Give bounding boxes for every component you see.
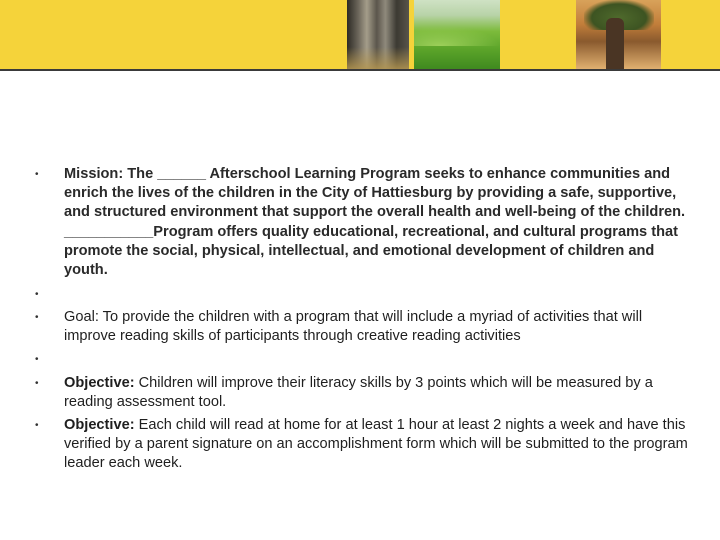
objective-label-1: Objective:: [64, 375, 135, 391]
bullet-icon: •: [35, 378, 39, 389]
objective-body-2: Each child will read at home for at least 1 hour at least 2 nights a week and have this verified by a parent signature on an accomplishment form which will be submitted to the program leader each week.: [64, 417, 688, 472]
objective-text-1: [64, 374, 689, 412]
objective-label-2: Objective:: [64, 417, 135, 433]
header-divider: [0, 69, 720, 71]
header-photo-tree: [576, 0, 661, 69]
goal-text: [64, 308, 689, 346]
bullet-icon: •: [35, 420, 39, 431]
header-photo-doorway: [347, 0, 409, 69]
tree-trunk: [606, 18, 624, 69]
objective-text-2: [64, 416, 689, 474]
goal-label: Goal: [64, 309, 95, 325]
mission-text: Mission: The ______ Afterschool Learning Program seeks to enhance communities and enrich the lives of the children in the City of Hattiesburg by providing a safe, supportive, and structured environment that support the overall health and well-being of the children. ___________Program offers quality educational, recreational, and cultural programs that promote the social, physical, intellectual, and emotional development of children and youth.: [64, 166, 686, 279]
goal-body: : To provide the children with a program that will include a myriad of activities that will improve reading skills of participants through creative reading activities: [64, 309, 643, 345]
bullet-icon: •: [35, 289, 39, 300]
bullet-icon: •: [35, 354, 39, 365]
bullet-icon: •: [35, 312, 39, 323]
header-photo-hills: [414, 0, 500, 69]
bullet-icon: •: [35, 169, 39, 180]
objective-body-1: Children will improve their literacy skills by 3 points which will be measured by a reading assessment tool.: [64, 375, 653, 411]
